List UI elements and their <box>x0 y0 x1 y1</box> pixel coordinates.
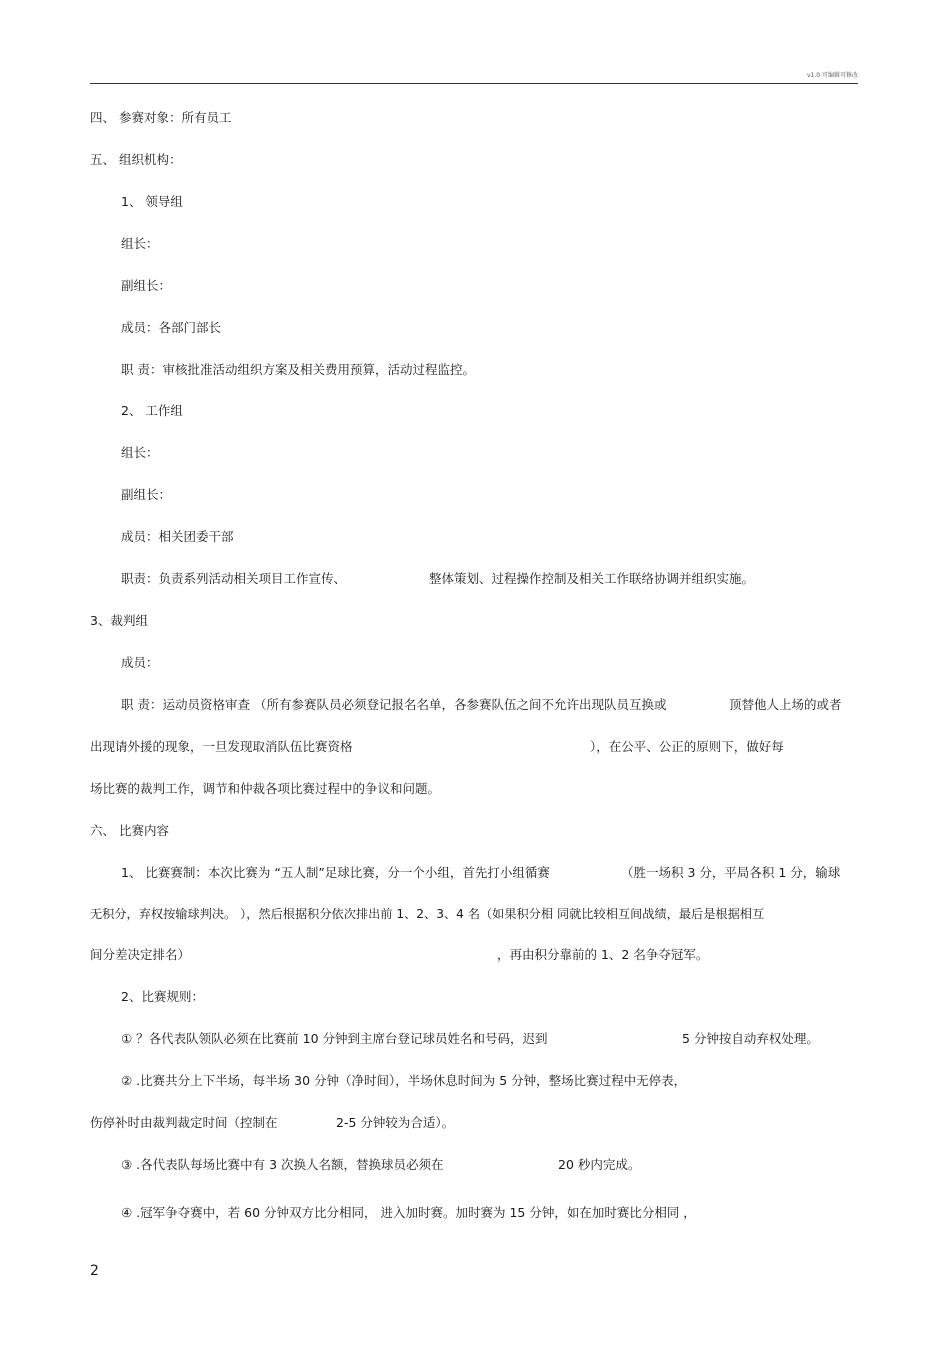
members-line: 成员：相关团委干部 <box>121 529 234 544</box>
members-line: 成员：各部门部长 <box>121 320 222 335</box>
format-line <box>121 865 851 881</box>
referee-duty-cont2: 场比赛的裁判工作，调节和仲裁各项比赛过程中的争议和问题。 <box>90 781 441 796</box>
rule-3-part1: ③ .各代表队每场比赛中有 3 次换人名额，替换球员必须在 <box>121 1157 444 1172</box>
rule-2-part2: 2-5 分钟较为合适）。 <box>336 1115 455 1130</box>
rule-2-cont <box>90 1115 590 1131</box>
rule-3-part2: 20 秒内完成。 <box>558 1157 641 1172</box>
rule-1-part1: ① ？各代表队领队必须在比赛前 10 分钟到主席台登记球员姓名和号码，迟到 <box>121 1031 548 1046</box>
section-participants: 四、 参赛对象：所有员工 <box>90 110 232 125</box>
format-part1: 1、 比赛赛制：本次比赛为 “五人制”足球比赛，分一个小组，首先打小组循赛 <box>121 865 550 880</box>
referee-duty-cont <box>90 739 850 755</box>
rules-heading: 2、比赛规则： <box>121 989 204 1004</box>
duty-line <box>121 571 821 587</box>
leader-line: 组长： <box>121 236 159 251</box>
members-line: 成员： <box>121 655 159 670</box>
format-part4: ，再由积分靠前的 1、2 名争夺冠军。 <box>497 947 709 962</box>
duty-text-part1: 职责：负责系列活动相关项目工作宣传、 <box>121 571 347 586</box>
referee-duty-line <box>121 697 851 713</box>
leader-line: 组长： <box>121 445 159 460</box>
deputy-leader-line: 副组长： <box>121 487 172 502</box>
header-rule <box>90 83 858 84</box>
section-organization: 五、 组织机构： <box>90 152 182 167</box>
subsection-leadership: 1、 领导组 <box>121 194 183 209</box>
referee-duty-part4: ），在公平、公正的原则下，做好每 <box>590 739 784 754</box>
referee-duty-part1: 职 责：运动员资格审查 （所有参赛队员必须登记报名名单，各参赛队伍之间不允许出现队员互换或 <box>121 697 667 712</box>
rule-3 <box>121 1157 721 1173</box>
rule-1 <box>121 1031 841 1047</box>
page-number: 2 <box>90 1263 99 1279</box>
rule-2-part1: 伤停补时由裁判裁定时间（控制在 <box>90 1115 278 1130</box>
subsection-referee: 3、裁判组 <box>90 613 148 628</box>
subsection-workgroup: 2、 工作组 <box>121 403 183 418</box>
format-cont: 无积分，弃权按输球判决。 ），然后根据积分依次排出前 1、2、3、4 名（如果积分相 同就比较相互间战绩，最后是根据相互 <box>90 907 765 921</box>
duty-line: 职 责：审核批准活动组织方案及相关费用预算，活动过程监控。 <box>121 362 475 377</box>
rule-2: ② .比赛共分上下半场，每半场 30 分钟（净时间），半场休息时间为 5 分钟，整场比赛过程中无停表， <box>121 1073 687 1088</box>
rule-4: ④ .冠军争夺赛中，若 60 分钟双方比分相同， 进入加时赛。加时赛为 15 分钟，如在加时赛比分相同 ， <box>121 1205 696 1220</box>
section-competition: 六、 比赛内容 <box>90 823 169 838</box>
format-cont2 <box>90 947 790 963</box>
format-part2: （胜一场积 3 分，平局各积 1 分，输球 <box>621 865 841 880</box>
duty-text-part2: 整体策划、过程操作控制及相关工作联络协调并组织实施。 <box>429 571 755 586</box>
referee-duty-part3: 出现请外援的现象，一旦发现取消队伍比赛资格 <box>90 739 353 754</box>
deputy-leader-line: 副组长： <box>121 278 172 293</box>
format-part3: 间分差决定排名） <box>90 947 191 962</box>
referee-duty-part2: 顶替他人上场的或者 <box>729 697 842 712</box>
rule-1-part2: 5 分钟按自动弃权处理。 <box>682 1031 819 1046</box>
header-note: v1.0 可编辑可修改 <box>806 72 858 79</box>
